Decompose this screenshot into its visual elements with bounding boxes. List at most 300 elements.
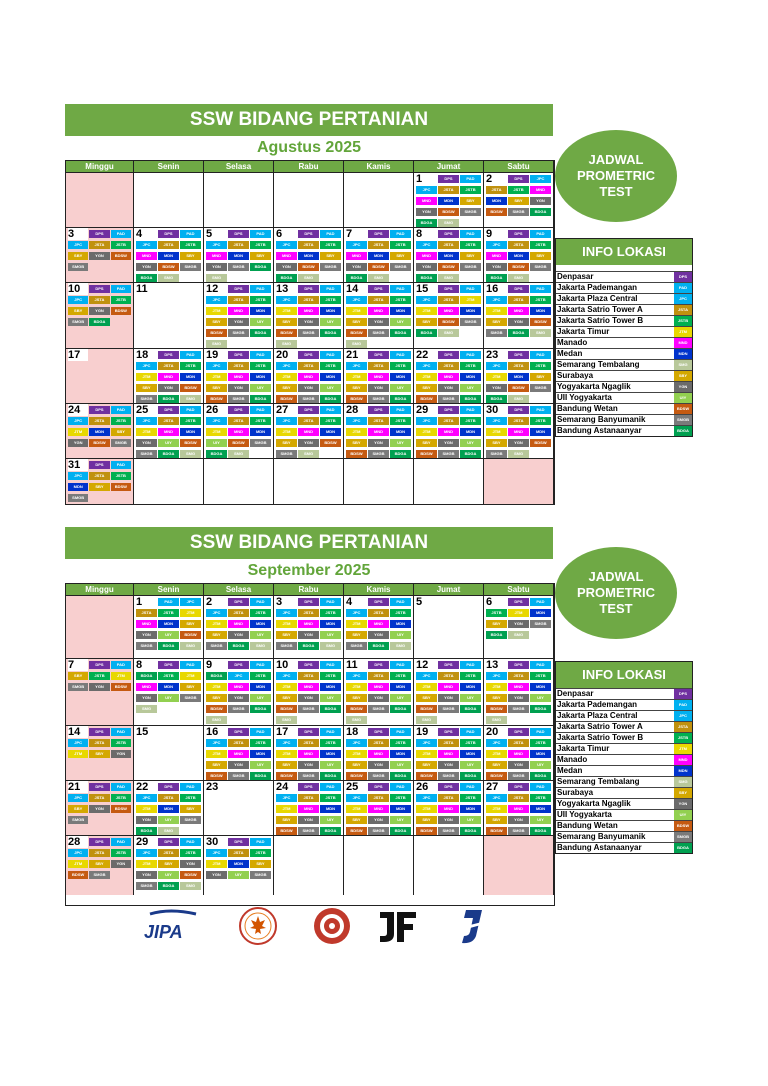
day-cell[interactable] <box>484 173 554 228</box>
day-cell[interactable] <box>274 659 344 726</box>
location-chip-ygn: YGN <box>136 694 157 702</box>
location-chip-jtm: JTM <box>276 683 297 691</box>
location-chip-mnd: MND <box>508 805 529 813</box>
info-location-code-bdga: BDGA <box>674 426 692 436</box>
info-location-row <box>556 315 692 326</box>
location-chip-jpc: JPC <box>276 296 297 304</box>
location-chip-pad: PAD <box>250 598 271 606</box>
day-number: 6 <box>486 596 506 608</box>
day-cell[interactable] <box>134 283 204 349</box>
location-chip-mdn: MDN <box>438 197 459 205</box>
location-chip-smgb: SMGB <box>460 208 481 216</box>
location-chip-smgb: SMGB <box>438 827 459 835</box>
location-chip-jstb: JSTB <box>250 849 271 857</box>
location-chip-smgb: SMGB <box>136 882 157 890</box>
location-chip-jpc: JPC <box>530 175 551 183</box>
day-number: 3 <box>276 596 296 608</box>
location-chip-bdsw: BDSW <box>180 871 201 879</box>
location-chip-bdsw: BDSW <box>276 705 297 713</box>
location-chip-uiy: UIY <box>158 816 179 824</box>
location-chip-uiy: UIY <box>250 631 271 639</box>
location-chip-sby: SBY <box>206 631 227 639</box>
location-chip-dps: DPS <box>508 230 529 238</box>
day-cell[interactable] <box>344 596 414 659</box>
day-cell[interactable] <box>344 349 414 404</box>
location-chip-mnd: MND <box>136 620 157 628</box>
day-number: 7 <box>68 659 88 671</box>
location-chip-mnd: MND <box>228 307 249 315</box>
day-cell[interactable] <box>66 349 134 404</box>
location-chip-smgb: SMGB <box>298 705 319 713</box>
day-cell[interactable] <box>414 228 484 283</box>
day-cell[interactable] <box>204 596 274 659</box>
location-chip-dps: DPS <box>89 461 109 469</box>
location-chip-jstb: JSTB <box>460 739 481 747</box>
location-chip-bdga: BDGA <box>368 642 389 650</box>
day-number: 9 <box>206 659 226 671</box>
location-chip-sby: SBY <box>416 816 437 824</box>
day-cell[interactable] <box>484 404 554 459</box>
location-chip-bdsw: BDSW <box>180 439 201 447</box>
info-location-code-bdsw: BDSW <box>674 404 692 414</box>
day-cell[interactable] <box>484 349 554 404</box>
location-chip-dps: DPS <box>508 728 529 736</box>
location-chip-uiy: UIY <box>320 384 341 392</box>
location-chip-mnd: MND <box>438 683 459 691</box>
location-chip-smg: SMG <box>298 274 319 282</box>
location-chip-jsta: JSTA <box>298 794 319 802</box>
location-chip-smgb: SMGB <box>368 705 389 713</box>
location-chip-jstb: JSTB <box>111 296 131 304</box>
day-of-week-senin: Senin <box>134 161 204 172</box>
info-location-row <box>556 831 692 842</box>
location-chip-bdsw: BDSW <box>111 483 131 491</box>
location-chip-uiy: UIY <box>206 439 227 447</box>
location-chip-smgb: SMGB <box>180 816 201 824</box>
day-cell[interactable] <box>134 349 204 404</box>
location-chip-ygn: YGN <box>508 816 529 824</box>
location-chip-smg: SMG <box>508 274 529 282</box>
location-chip-ygn: YGN <box>298 694 319 702</box>
info-location-name: Jakarta Pademangan <box>557 700 638 709</box>
info-location-code-jtm: JTM <box>674 327 692 337</box>
location-chip-dps: DPS <box>508 598 529 606</box>
location-chip-smgb: SMGB <box>486 450 507 458</box>
day-cell[interactable] <box>134 404 204 459</box>
location-chip-mnd: MND <box>368 750 389 758</box>
day-of-week-kamis: Kamis <box>344 584 414 595</box>
location-chip-jsta: JSTA <box>438 186 459 194</box>
day-cell[interactable] <box>344 726 414 781</box>
info-location-row <box>556 271 692 282</box>
day-cell[interactable] <box>66 283 134 349</box>
info-location-name: Denpasar <box>557 689 594 698</box>
day-cell[interactable] <box>274 781 344 836</box>
location-chip-smg: SMG <box>416 716 437 724</box>
info-location-row <box>556 798 692 809</box>
location-chip-mdn: MDN <box>368 252 389 260</box>
location-chip-dps: DPS <box>298 598 319 606</box>
location-chip-mnd: MND <box>228 750 249 758</box>
location-chip-pad: PAD <box>320 230 341 238</box>
location-chip-jtm: JTM <box>180 672 201 680</box>
day-cell[interactable] <box>134 659 204 726</box>
day-cell[interactable] <box>484 781 554 836</box>
location-chip-bdga: BDGA <box>250 395 271 403</box>
day-cell[interactable] <box>274 404 344 459</box>
location-chip-ygn: YGN <box>136 816 157 824</box>
location-chip-dps: DPS <box>438 783 459 791</box>
day-cell[interactable] <box>414 349 484 404</box>
location-chip-jtm: JTM <box>206 750 227 758</box>
location-chip-bdsw: BDSW <box>206 395 227 403</box>
location-chip-mdn: MDN <box>320 428 341 436</box>
location-chip-bdga: BDGA <box>390 705 411 713</box>
location-chip-bdsw: BDSW <box>111 683 131 691</box>
day-cell[interactable] <box>414 781 484 836</box>
location-chip-bdsw: BDSW <box>438 263 459 271</box>
location-chip-dps: DPS <box>89 661 109 669</box>
day-cell[interactable] <box>414 404 484 459</box>
day-of-week-sabtu: Sabtu <box>484 584 554 595</box>
location-chip-dps: DPS <box>368 285 389 293</box>
info-location-name: Jakarta Satrio Tower A <box>557 722 643 731</box>
location-chip-ygn: YGN <box>416 208 437 216</box>
info-location-name: Yogyakarta Ngaglik <box>557 382 631 391</box>
day-cell[interactable] <box>204 726 274 781</box>
empty-day-cell <box>414 836 484 895</box>
location-chip-pad: PAD <box>111 285 131 293</box>
day-cell[interactable] <box>274 349 344 404</box>
location-chip-sby: SBY <box>346 318 367 326</box>
location-chip-sby: SBY <box>416 318 437 326</box>
location-chip-jstb: JSTB <box>111 417 131 425</box>
location-chip-jstb: JSTB <box>180 362 201 370</box>
info-location-name: Yogyakarta Ngaglik <box>557 799 631 808</box>
day-cell[interactable] <box>204 659 274 726</box>
location-chip-mnd: MND <box>438 805 459 813</box>
week-row <box>66 595 554 658</box>
location-chip-bdga: BDGA <box>158 882 179 890</box>
location-chip-smgb: SMGB <box>298 772 319 780</box>
location-chip-mdn: MDN <box>460 428 481 436</box>
day-cell[interactable] <box>134 726 204 781</box>
day-cell[interactable] <box>66 459 134 504</box>
location-chip-jstb: JSTB <box>320 739 341 747</box>
location-chip-mdn: MDN <box>228 252 249 260</box>
week-row <box>66 725 554 780</box>
location-chip-jtm: JTM <box>416 750 437 758</box>
location-chip-dps: DPS <box>158 406 179 414</box>
location-chip-jtm: JTM <box>416 805 437 813</box>
location-chip-smg: SMG <box>180 395 201 403</box>
info-location-code-smg: SMG <box>674 360 692 370</box>
location-chip-sby: SBY <box>346 694 367 702</box>
location-chip-sby: SBY <box>276 816 297 824</box>
day-of-week-kamis: Kamis <box>344 161 414 172</box>
location-chip-pad: PAD <box>530 661 551 669</box>
location-chip-jstb: JSTB <box>390 672 411 680</box>
location-chip-jpc: JPC <box>206 241 227 249</box>
day-cell[interactable] <box>274 596 344 659</box>
day-cell[interactable] <box>274 726 344 781</box>
day-cell[interactable] <box>414 173 484 228</box>
day-number: 5 <box>206 228 226 240</box>
location-chip-uiy: UIY <box>158 694 179 702</box>
location-chip-mdn: MDN <box>486 197 507 205</box>
location-chip-bdga: BDGA <box>346 274 367 282</box>
location-chip-jstb: JSTB <box>460 186 481 194</box>
location-chip-jtm: JTM <box>136 860 157 868</box>
info-location-code-bdga: BDGA <box>674 843 692 853</box>
location-chip-jsta: JSTA <box>438 362 459 370</box>
location-chip-smg: SMG <box>368 274 389 282</box>
location-chip-ygn: YGN <box>136 263 157 271</box>
location-chip-mnd: MND <box>136 252 157 260</box>
location-chip-bdga: BDGA <box>390 827 411 835</box>
location-chip-smgb: SMGB <box>486 329 507 337</box>
location-chip-jsta: JSTA <box>298 296 319 304</box>
location-chip-dps: DPS <box>89 783 109 791</box>
location-chip-smg: SMG <box>276 716 297 724</box>
location-chip-jstb: JSTB <box>320 417 341 425</box>
day-cell[interactable] <box>66 228 134 283</box>
location-chip-ygn: YGN <box>368 439 389 447</box>
location-chip-mdn: MDN <box>390 805 411 813</box>
day-cell[interactable] <box>484 283 554 349</box>
location-chip-jstb: JSTB <box>460 672 481 680</box>
empty-day-cell <box>484 836 554 895</box>
location-chip-pad: PAD <box>320 351 341 359</box>
day-cell[interactable] <box>66 781 134 836</box>
location-chip-bdsw: BDSW <box>346 705 367 713</box>
location-chip-smgb: SMGB <box>320 263 341 271</box>
location-chip-mdn: MDN <box>530 750 551 758</box>
info-location-name: Bandung Wetan <box>557 404 618 413</box>
location-chip-jpc: JPC <box>276 417 297 425</box>
location-chip-dps: DPS <box>89 838 109 846</box>
day-cell[interactable] <box>204 781 274 836</box>
location-chip-ygn: YGN <box>438 816 459 824</box>
location-chip-sby: SBY <box>530 252 551 260</box>
info-location-name: Bandung Astanaanyar <box>557 426 642 435</box>
location-chip-mdn: MDN <box>530 683 551 691</box>
location-chip-jtm: JTM <box>416 428 437 436</box>
day-cell[interactable] <box>344 404 414 459</box>
location-chip-mnd: MND <box>368 428 389 436</box>
location-chip-smgb: SMGB <box>228 705 249 713</box>
info-location-row <box>556 820 692 831</box>
location-chip-smg: SMG <box>438 329 459 337</box>
j-wings-logo <box>452 906 492 946</box>
location-chip-bdsw: BDSW <box>111 307 131 315</box>
day-cell[interactable] <box>274 228 344 283</box>
location-chip-bdsw: BDSW <box>276 329 297 337</box>
location-chip-bdga: BDGA <box>228 642 249 650</box>
location-chip-dps: DPS <box>508 351 529 359</box>
day-cell[interactable] <box>134 596 204 659</box>
location-chip-mdn: MDN <box>508 373 529 381</box>
day-cell[interactable] <box>344 283 414 349</box>
location-chip-jpc: JPC <box>68 241 88 249</box>
info-location-code-sby: SBY <box>674 788 692 798</box>
location-chip-jtm: JTM <box>416 683 437 691</box>
location-chip-pad: PAD <box>530 728 551 736</box>
location-chip-jsta: JSTA <box>368 794 389 802</box>
location-chip-jstb: JSTB <box>250 672 271 680</box>
location-chip-mdn: MDN <box>68 483 88 491</box>
empty-day-cell <box>274 173 344 228</box>
day-cell[interactable] <box>204 228 274 283</box>
day-cell[interactable] <box>134 836 204 895</box>
location-chip-jtm: JTM <box>346 373 367 381</box>
location-chip-ygn: YGN <box>508 620 529 628</box>
location-chip-jsta: JSTA <box>298 672 319 680</box>
day-cell[interactable] <box>204 836 274 895</box>
location-chip-ygn: YGN <box>206 871 227 879</box>
location-chip-uiy: UIY <box>460 384 481 392</box>
day-cell[interactable] <box>484 596 554 659</box>
day-cell[interactable] <box>204 404 274 459</box>
location-chip-smgb: SMGB <box>111 439 131 447</box>
day-cell[interactable] <box>134 228 204 283</box>
location-chip-jstb: JSTB <box>530 794 551 802</box>
location-chip-jtm: JTM <box>276 750 297 758</box>
location-chip-sby: SBY <box>68 672 88 680</box>
location-chip-smgb: SMGB <box>136 450 157 458</box>
location-chip-bdga: BDGA <box>390 450 411 458</box>
location-chip-mnd: MND <box>228 373 249 381</box>
location-chip-bdsw: BDSW <box>486 705 507 713</box>
location-chip-uiy: UIY <box>390 439 411 447</box>
location-chip-mdn: MDN <box>390 750 411 758</box>
location-chip-jsta: JSTA <box>438 241 459 249</box>
location-chip-ygn: YGN <box>228 694 249 702</box>
day-number: 26 <box>206 404 226 416</box>
location-chip-jstb: JSTB <box>180 849 201 857</box>
location-chip-jsta: JSTA <box>89 472 109 480</box>
location-chip-bdsw: BDSW <box>68 871 88 879</box>
location-chip-mnd: MND <box>438 750 459 758</box>
location-chip-ygn: YGN <box>438 761 459 769</box>
day-cell[interactable] <box>204 283 274 349</box>
location-chip-jpc: JPC <box>416 739 437 747</box>
location-chip-sby: SBY <box>180 620 201 628</box>
day-number: 8 <box>416 228 436 240</box>
jipa-logo <box>140 906 204 946</box>
location-chip-pad: PAD <box>250 838 271 846</box>
empty-day-cell <box>134 173 204 228</box>
day-number: 28 <box>346 404 366 416</box>
location-chip-jtm: JTM <box>346 428 367 436</box>
location-chip-jsta: JSTA <box>368 362 389 370</box>
day-number: 8 <box>136 659 156 671</box>
location-chip-jtm: JTM <box>486 805 507 813</box>
day-cell[interactable] <box>344 659 414 726</box>
location-chip-mnd: MND <box>530 186 551 194</box>
day-cell[interactable] <box>134 781 204 836</box>
location-chip-jpc: JPC <box>486 417 507 425</box>
location-chip-jsta: JSTA <box>508 417 529 425</box>
location-chip-jpc: JPC <box>416 186 437 194</box>
location-chip-sby: SBY <box>346 761 367 769</box>
location-chip-jtm: JTM <box>68 750 88 758</box>
location-chip-smg: SMG <box>508 395 529 403</box>
location-chip-ygn: YGN <box>416 263 437 271</box>
day-cell[interactable] <box>414 596 484 659</box>
info-location-code-smgb: SMGB <box>674 415 692 425</box>
location-chip-mdn: MDN <box>320 373 341 381</box>
location-chip-smgb: SMGB <box>228 395 249 403</box>
day-cell[interactable] <box>66 836 134 895</box>
location-chip-pad: PAD <box>180 838 201 846</box>
day-cell[interactable] <box>484 659 554 726</box>
day-cell[interactable] <box>414 726 484 781</box>
location-chip-smgb: SMGB <box>228 772 249 780</box>
day-cell[interactable] <box>414 659 484 726</box>
location-chip-jtm: JTM <box>68 860 88 868</box>
info-location-code-ygn: YGN <box>674 799 692 809</box>
day-cell[interactable] <box>274 283 344 349</box>
location-chip-jstb: JSTB <box>390 739 411 747</box>
day-cell[interactable] <box>484 228 554 283</box>
location-chip-jpc: JPC <box>346 362 367 370</box>
day-cell[interactable] <box>204 349 274 404</box>
location-chip-jtm: JTM <box>180 609 201 617</box>
info-location-name: Semarang Banyumanik <box>557 415 646 424</box>
location-chip-smg: SMG <box>508 450 529 458</box>
location-chip-dps: DPS <box>158 230 179 238</box>
location-chip-sby: SBY <box>89 483 109 491</box>
info-location-name: Bandung Astanaanyar <box>557 843 642 852</box>
location-chip-dps: DPS <box>298 728 319 736</box>
location-chip-bdga: BDGA <box>508 329 529 337</box>
location-chip-pad: PAD <box>111 461 131 469</box>
location-chip-bdga: BDGA <box>136 274 157 282</box>
location-chip-pad: PAD <box>111 406 131 414</box>
location-chip-smgb: SMGB <box>438 772 459 780</box>
location-chip-ygn: YGN <box>368 318 389 326</box>
location-chip-mnd: MND <box>158 428 179 436</box>
location-chip-pad: PAD <box>390 285 411 293</box>
info-location-row <box>556 710 692 721</box>
location-chip-pad: PAD <box>460 661 481 669</box>
calendar-august <box>65 104 690 506</box>
day-cell[interactable] <box>66 659 134 726</box>
info-location-name: Denpasar <box>557 272 594 281</box>
location-chip-dps: DPS <box>438 285 459 293</box>
day-cell[interactable] <box>484 726 554 781</box>
location-chip-ygn: YGN <box>298 384 319 392</box>
location-chip-bdsw: BDSW <box>486 772 507 780</box>
day-cell[interactable] <box>414 283 484 349</box>
location-chip-mdn: MDN <box>89 428 109 436</box>
day-cell[interactable] <box>344 781 414 836</box>
location-chip-mdn: MDN <box>460 805 481 813</box>
day-number: 19 <box>206 349 226 361</box>
location-chip-jpc: JPC <box>206 296 227 304</box>
location-chip-pad: PAD <box>460 783 481 791</box>
location-chip-ygn: YGN <box>530 197 551 205</box>
day-cell[interactable] <box>344 228 414 283</box>
location-chip-smgb: SMGB <box>276 450 297 458</box>
location-chip-jtm: JTM <box>276 373 297 381</box>
day-cell[interactable] <box>66 404 134 459</box>
location-chip-sby: SBY <box>346 816 367 824</box>
location-chip-pad: PAD <box>390 661 411 669</box>
location-chip-jsta: JSTA <box>89 296 109 304</box>
day-cell[interactable] <box>66 726 134 781</box>
